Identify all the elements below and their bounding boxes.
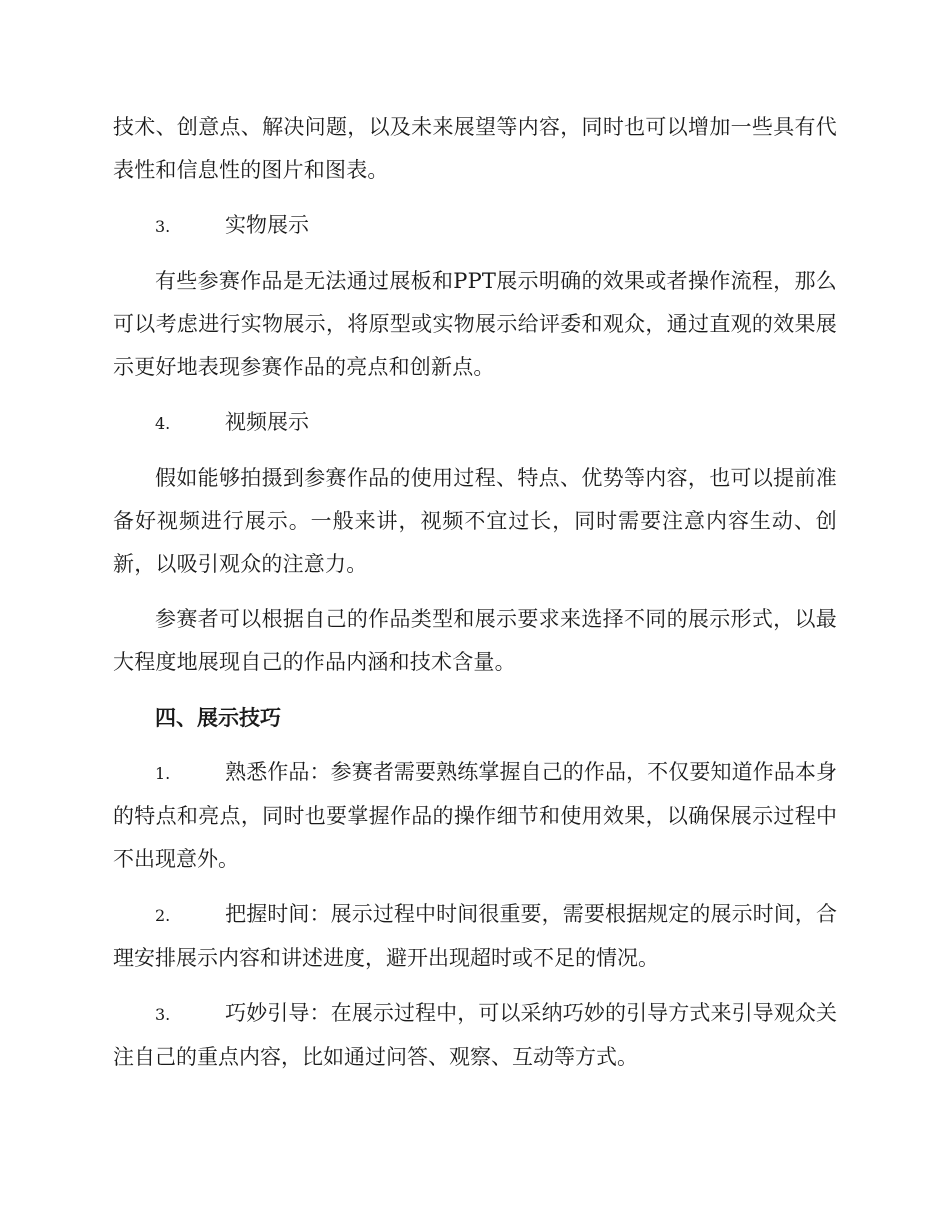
list-number: 2. [155, 906, 171, 925]
tip-text: 巧妙引导：在展示过程中，可以采纳巧妙的引导方式来引导观众关注自己的重点内容，比如通过问答、观察、互动等方式。 [113, 1001, 837, 1069]
section-title-presentation-tips: 四、展示技巧 [155, 705, 281, 730]
list-heading-physical-display [113, 204, 837, 248]
tip-item-time [113, 893, 837, 980]
tip-item-familiarize [113, 751, 837, 881]
paragraph-continuation: 技术、创意点、解决问题，以及未来展望等内容，同时也可以增加一些具有代表性和信息性的图片和图表。 [113, 115, 837, 182]
list-heading-video-display [113, 401, 837, 445]
list-heading-text: 实物展示 [225, 213, 309, 237]
tip-item-guidance [113, 992, 837, 1079]
paragraph-physical-display: 有些参赛作品是无法通过展板和PPT展示明确的效果或者操作流程，那么可以考虑进行实物展示，将原型或实物展示给评委和观众，通过直观的效果展示更好地表现参赛作品的亮点和创新点。 [113, 269, 837, 379]
list-number: 4. [155, 414, 171, 433]
tip-text: 熟悉作品：参赛者需要熟练掌握自己的作品，不仅要知道作品本身的特点和亮点，同时也要掌握作品的操作细节和使用效果，以确保展示过程中不出现意外。 [113, 760, 837, 871]
paragraph-video-display: 假如能够拍摄到参赛作品的使用过程、特点、优势等内容，也可以提前准备好视频进行展示。一般来讲，视频不宜过长，同时需要注意内容生动、创新，以吸引观众的注意力。 [113, 466, 837, 576]
document-body [113, 106, 837, 1091]
tip-text: 把握时间：展示过程中时间很重要，需要根据规定的展示时间，合理安排展示内容和讲述进度，避开出现超时或不足的情况。 [113, 902, 837, 970]
list-number: 1. [155, 764, 171, 783]
list-heading-text: 视频展示 [225, 410, 309, 434]
paragraph-summary: 参赛者可以根据自己的作品类型和展示要求来选择不同的展示形式，以最大程度地展现自己的作品内涵和技术含量。 [113, 607, 837, 674]
list-number: 3. [155, 1005, 171, 1024]
list-number: 3. [155, 217, 171, 236]
